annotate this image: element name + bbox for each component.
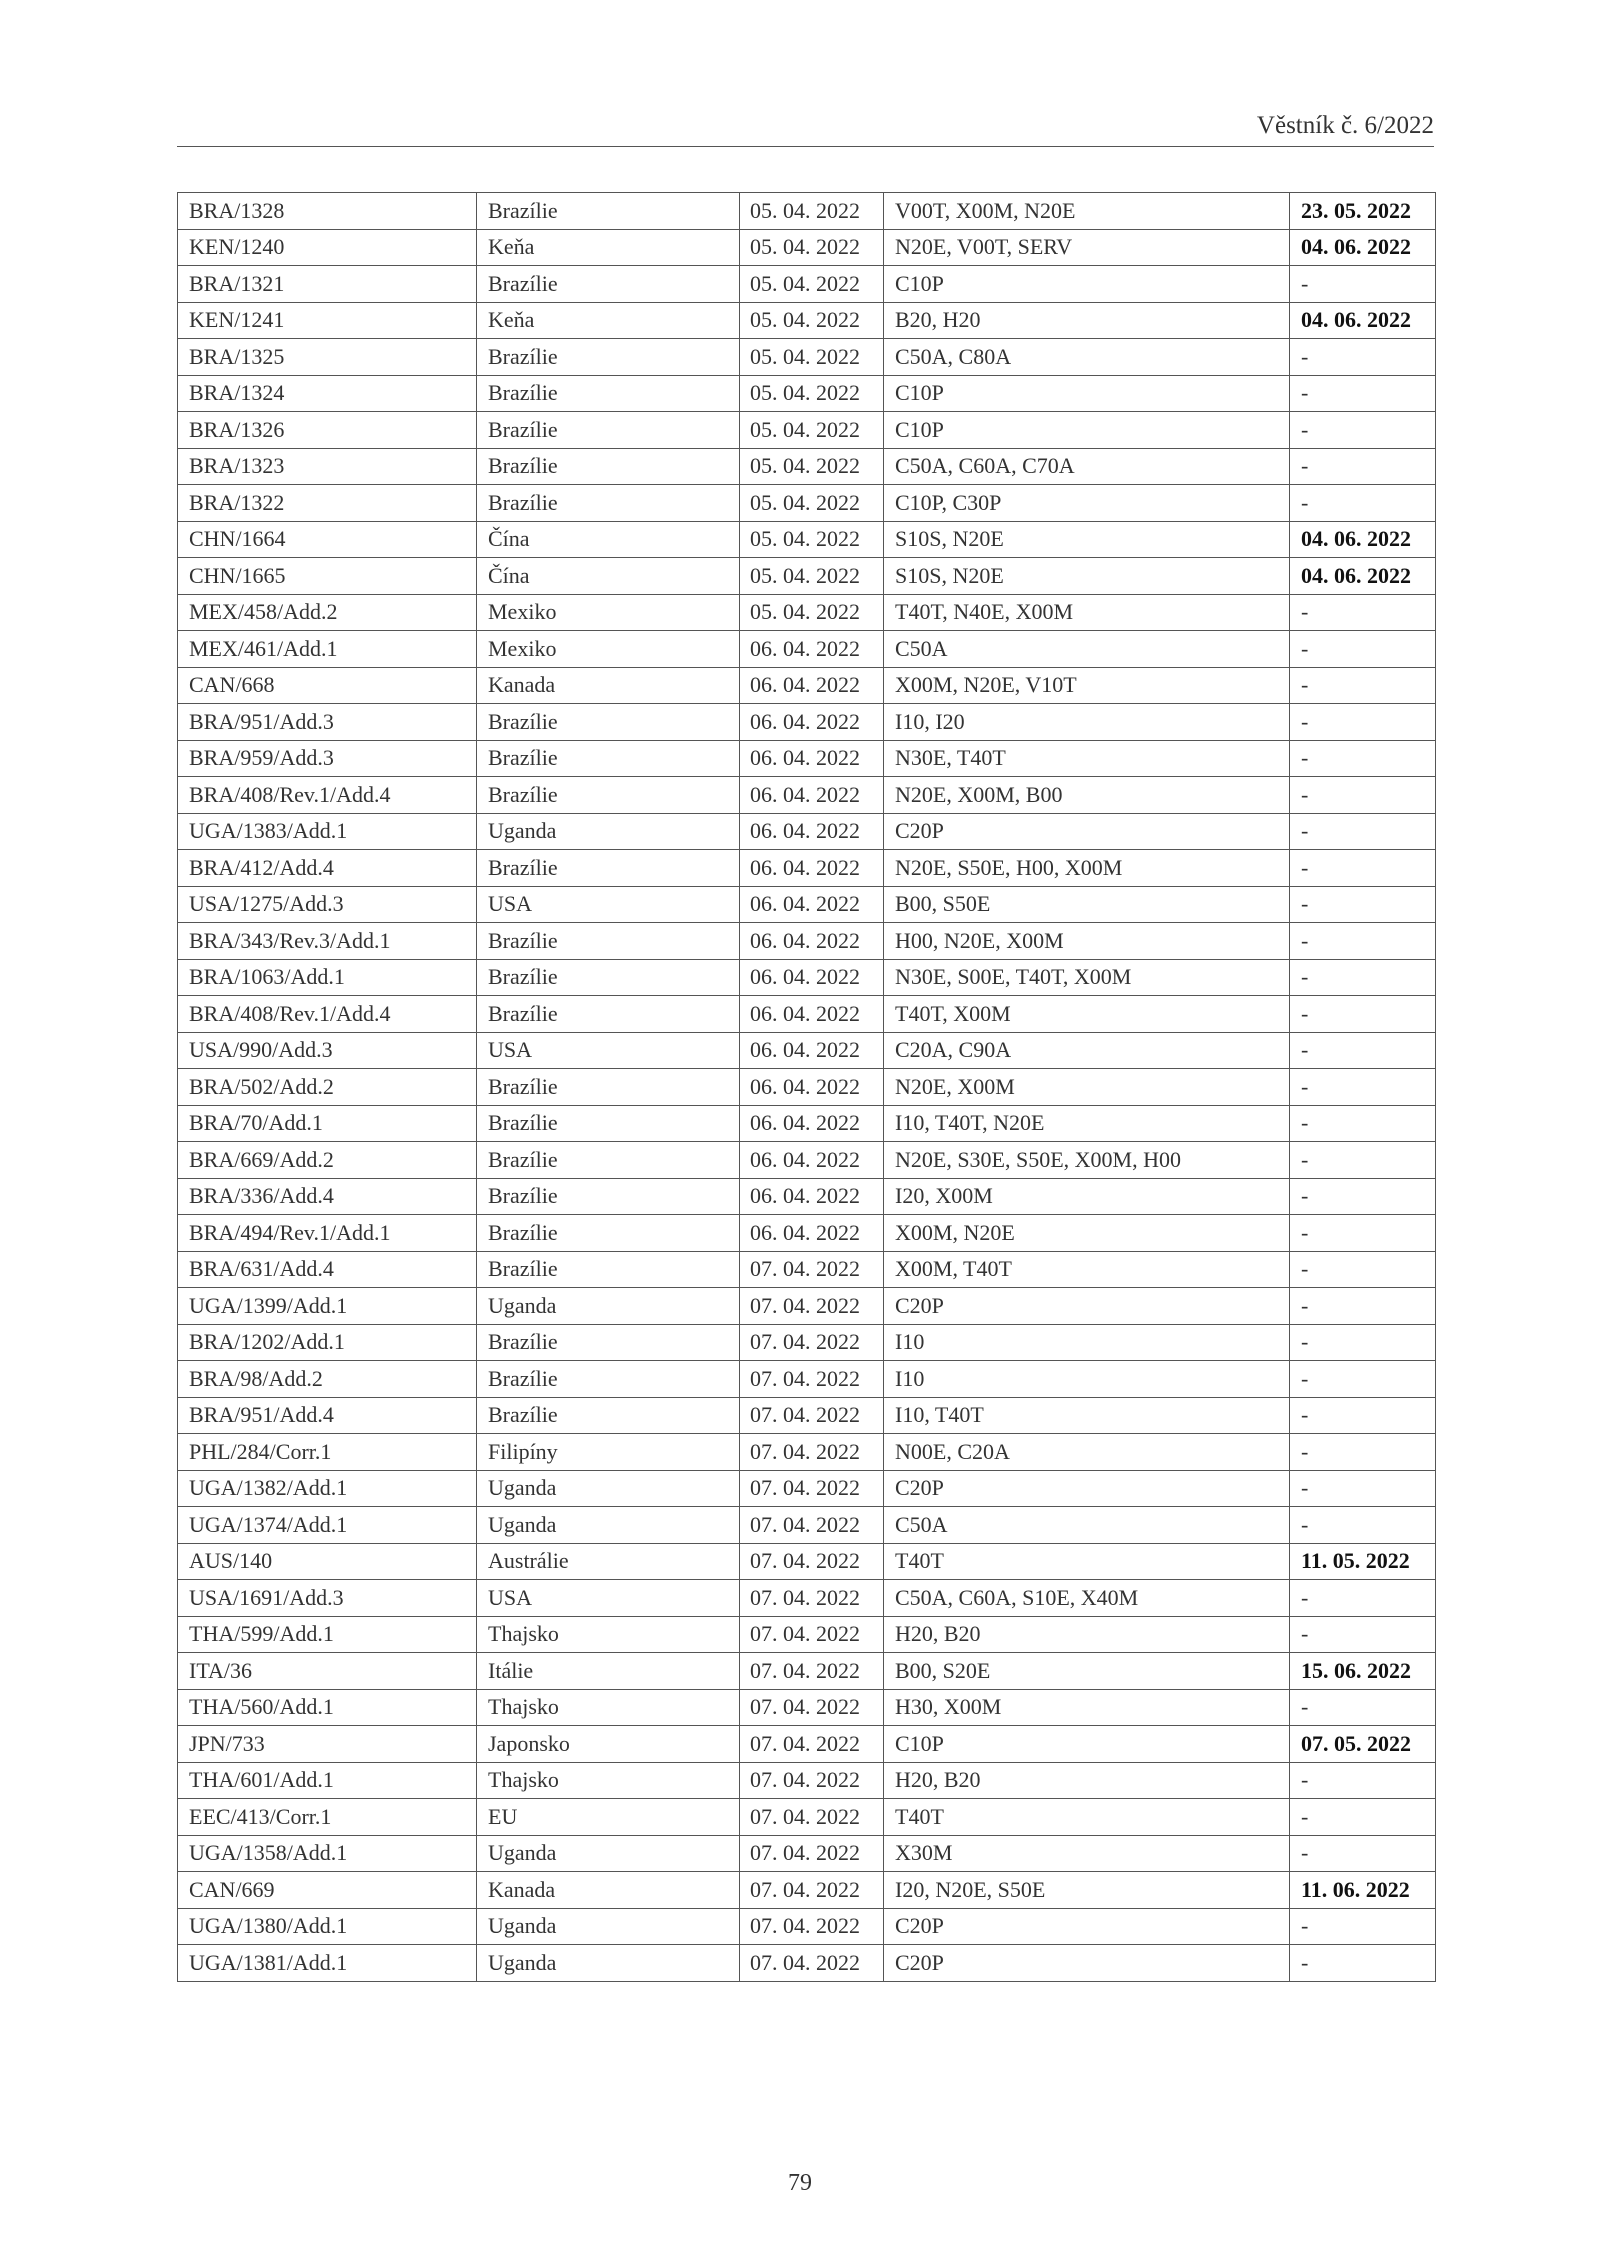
comment-deadline: - — [1290, 1580, 1436, 1617]
comment-deadline: - — [1290, 1397, 1436, 1434]
country-name: Brazílie — [477, 777, 740, 814]
table-row — [178, 1251, 1436, 1288]
country-name: Brazílie — [477, 1361, 740, 1398]
comment-deadline: 04. 06. 2022 — [1290, 229, 1436, 266]
ics-codes: C50A, C80A — [884, 339, 1290, 376]
document-symbol: BRA/959/Add.3 — [178, 740, 477, 777]
document-symbol: BRA/412/Add.4 — [178, 850, 477, 887]
ics-codes: V00T, X00M, N20E — [884, 193, 1290, 230]
comment-deadline: - — [1290, 1616, 1436, 1653]
document-symbol: KEN/1241 — [178, 302, 477, 339]
ics-codes: B00, S50E — [884, 886, 1290, 923]
document-symbol: BRA/336/Add.4 — [178, 1178, 477, 1215]
table-row — [178, 1397, 1436, 1434]
country-name: Brazílie — [477, 923, 740, 960]
comment-deadline: - — [1290, 1361, 1436, 1398]
country-name: Keňa — [477, 302, 740, 339]
ics-codes: C50A — [884, 631, 1290, 668]
country-name: Keňa — [477, 229, 740, 266]
comment-deadline: - — [1290, 1324, 1436, 1361]
country-name: Čína — [477, 521, 740, 558]
comment-deadline: - — [1290, 412, 1436, 449]
ics-codes: N20E, X00M — [884, 1069, 1290, 1106]
ics-codes: H00, N20E, X00M — [884, 923, 1290, 960]
comment-deadline: - — [1290, 485, 1436, 522]
page-number: 79 — [788, 2170, 812, 2196]
document-symbol: UGA/1383/Add.1 — [178, 813, 477, 850]
table-row — [178, 1470, 1436, 1507]
document-symbol: BRA/408/Rev.1/Add.4 — [178, 996, 477, 1033]
table-row — [178, 1799, 1436, 1836]
ics-codes: T40T — [884, 1543, 1290, 1580]
country-name: Uganda — [477, 1507, 740, 1544]
comment-deadline: - — [1290, 631, 1436, 668]
notification-date: 05. 04. 2022 — [740, 448, 884, 485]
country-name: Brazílie — [477, 850, 740, 887]
country-name: Thajsko — [477, 1689, 740, 1726]
ics-codes: T40T, X00M — [884, 996, 1290, 1033]
country-name: Brazílie — [477, 412, 740, 449]
country-name: Brazílie — [477, 740, 740, 777]
table-row — [178, 1580, 1436, 1617]
notification-date: 06. 04. 2022 — [740, 740, 884, 777]
document-symbol: BRA/70/Add.1 — [178, 1105, 477, 1142]
table-row — [178, 1945, 1436, 1982]
country-name: Austrálie — [477, 1543, 740, 1580]
comment-deadline: - — [1290, 1470, 1436, 1507]
country-name: Kanada — [477, 1872, 740, 1909]
notification-date: 06. 04. 2022 — [740, 777, 884, 814]
ics-codes: C10P — [884, 1726, 1290, 1763]
comment-deadline: - — [1290, 1507, 1436, 1544]
bulletin-title: Věstník č. 6/2022 — [1256, 112, 1434, 139]
notification-date: 07. 04. 2022 — [740, 1361, 884, 1398]
table-row — [178, 266, 1436, 303]
ics-codes: N20E, S50E, H00, X00M — [884, 850, 1290, 887]
document-symbol: BRA/494/Rev.1/Add.1 — [178, 1215, 477, 1252]
table-row — [178, 558, 1436, 595]
document-symbol: BRA/631/Add.4 — [178, 1251, 477, 1288]
ics-codes: T40T — [884, 1799, 1290, 1836]
document-symbol: BRA/951/Add.3 — [178, 704, 477, 741]
table-row — [178, 1142, 1436, 1179]
notification-date: 06. 04. 2022 — [740, 1069, 884, 1106]
ics-codes: C10P — [884, 266, 1290, 303]
comment-deadline: - — [1290, 777, 1436, 814]
country-name: Brazílie — [477, 485, 740, 522]
notification-date: 07. 04. 2022 — [740, 1799, 884, 1836]
notification-date: 06. 04. 2022 — [740, 1032, 884, 1069]
table-row — [178, 886, 1436, 923]
ics-codes: N20E, X00M, B00 — [884, 777, 1290, 814]
table-row — [178, 1288, 1436, 1325]
document-symbol: UGA/1382/Add.1 — [178, 1470, 477, 1507]
table-row — [178, 959, 1436, 996]
country-name: Brazílie — [477, 1178, 740, 1215]
notification-date: 06. 04. 2022 — [740, 850, 884, 887]
table-row — [178, 631, 1436, 668]
comment-deadline: - — [1290, 1032, 1436, 1069]
notification-date: 07. 04. 2022 — [740, 1470, 884, 1507]
ics-codes: H30, X00M — [884, 1689, 1290, 1726]
table-row — [178, 1872, 1436, 1909]
country-name: Thajsko — [477, 1762, 740, 1799]
ics-codes: C20P — [884, 1288, 1290, 1325]
country-name: Brazílie — [477, 1397, 740, 1434]
country-name: Filipíny — [477, 1434, 740, 1471]
notification-date: 07. 04. 2022 — [740, 1543, 884, 1580]
comment-deadline: 23. 05. 2022 — [1290, 193, 1436, 230]
document-symbol: CHN/1664 — [178, 521, 477, 558]
notification-date: 06. 04. 2022 — [740, 1178, 884, 1215]
notification-date: 06. 04. 2022 — [740, 1142, 884, 1179]
ics-codes: I10 — [884, 1361, 1290, 1398]
comment-deadline: - — [1290, 1434, 1436, 1471]
country-name: Brazílie — [477, 448, 740, 485]
comment-deadline: - — [1290, 339, 1436, 376]
ics-codes: X00M, T40T — [884, 1251, 1290, 1288]
document-symbol: UGA/1399/Add.1 — [178, 1288, 477, 1325]
ics-codes: C20P — [884, 813, 1290, 850]
comment-deadline: 04. 06. 2022 — [1290, 521, 1436, 558]
country-name: Brazílie — [477, 1251, 740, 1288]
country-name: Brazílie — [477, 1142, 740, 1179]
table-row — [178, 1726, 1436, 1763]
country-name: EU — [477, 1799, 740, 1836]
table-row — [178, 1069, 1436, 1106]
table-row — [178, 1507, 1436, 1544]
table-row — [178, 1653, 1436, 1690]
ics-codes: C10P — [884, 412, 1290, 449]
document-symbol: BRA/951/Add.4 — [178, 1397, 477, 1434]
comment-deadline: - — [1290, 1835, 1436, 1872]
notification-date: 07. 04. 2022 — [740, 1251, 884, 1288]
document-symbol: BRA/408/Rev.1/Add.4 — [178, 777, 477, 814]
table-row — [178, 777, 1436, 814]
table-row — [178, 1543, 1436, 1580]
document-symbol: USA/1275/Add.3 — [178, 886, 477, 923]
country-name: Kanada — [477, 667, 740, 704]
notification-date: 07. 04. 2022 — [740, 1908, 884, 1945]
ics-codes: C10P — [884, 375, 1290, 412]
comment-deadline: - — [1290, 594, 1436, 631]
country-name: Uganda — [477, 1835, 740, 1872]
document-symbol: CAN/668 — [178, 667, 477, 704]
document-symbol: BRA/669/Add.2 — [178, 1142, 477, 1179]
document-symbol: BRA/343/Rev.3/Add.1 — [178, 923, 477, 960]
notification-date: 07. 04. 2022 — [740, 1580, 884, 1617]
country-name: Itálie — [477, 1653, 740, 1690]
document-symbol: BRA/502/Add.2 — [178, 1069, 477, 1106]
document-symbol: USA/1691/Add.3 — [178, 1580, 477, 1617]
country-name: Japonsko — [477, 1726, 740, 1763]
table-row — [178, 813, 1436, 850]
notification-date: 06. 04. 2022 — [740, 959, 884, 996]
notification-date: 06. 04. 2022 — [740, 813, 884, 850]
table-row — [178, 594, 1436, 631]
country-name: Brazílie — [477, 1105, 740, 1142]
ics-codes: C50A, C60A, C70A — [884, 448, 1290, 485]
comment-deadline: 11. 05. 2022 — [1290, 1543, 1436, 1580]
ics-codes: I20, X00M — [884, 1178, 1290, 1215]
document-symbol: BRA/1323 — [178, 448, 477, 485]
table-row — [178, 740, 1436, 777]
notification-date: 06. 04. 2022 — [740, 996, 884, 1033]
country-name: Brazílie — [477, 375, 740, 412]
notification-date: 07. 04. 2022 — [740, 1616, 884, 1653]
document-symbol: KEN/1240 — [178, 229, 477, 266]
comment-deadline: - — [1290, 1288, 1436, 1325]
notification-date: 07. 04. 2022 — [740, 1653, 884, 1690]
comment-deadline: - — [1290, 923, 1436, 960]
document-symbol: AUS/140 — [178, 1543, 477, 1580]
table-row — [178, 1215, 1436, 1252]
ics-codes: X30M — [884, 1835, 1290, 1872]
document-symbol: BRA/1325 — [178, 339, 477, 376]
page-header — [177, 112, 1434, 147]
ics-codes: C20P — [884, 1945, 1290, 1982]
notification-date: 06. 04. 2022 — [740, 704, 884, 741]
comment-deadline: - — [1290, 1215, 1436, 1252]
notification-date: 06. 04. 2022 — [740, 631, 884, 668]
ics-codes: N00E, C20A — [884, 1434, 1290, 1471]
ics-codes: T40T, N40E, X00M — [884, 594, 1290, 631]
notification-date: 07. 04. 2022 — [740, 1288, 884, 1325]
ics-codes: N30E, S00E, T40T, X00M — [884, 959, 1290, 996]
ics-codes: N20E, V00T, SERV — [884, 229, 1290, 266]
comment-deadline: - — [1290, 1908, 1436, 1945]
country-name: Brazílie — [477, 959, 740, 996]
notification-date: 07. 04. 2022 — [740, 1397, 884, 1434]
notification-date: 05. 04. 2022 — [740, 485, 884, 522]
table-row — [178, 1835, 1436, 1872]
document-symbol: BRA/98/Add.2 — [178, 1361, 477, 1398]
ics-codes: C20P — [884, 1470, 1290, 1507]
notification-date: 05. 04. 2022 — [740, 594, 884, 631]
document-symbol: BRA/1202/Add.1 — [178, 1324, 477, 1361]
country-name: Brazílie — [477, 1324, 740, 1361]
notification-date: 05. 04. 2022 — [740, 558, 884, 595]
country-name: USA — [477, 1580, 740, 1617]
notifications-table — [177, 192, 1436, 1982]
document-symbol: THA/599/Add.1 — [178, 1616, 477, 1653]
ics-codes: C50A, C60A, S10E, X40M — [884, 1580, 1290, 1617]
table-row — [178, 339, 1436, 376]
document-symbol: BRA/1328 — [178, 193, 477, 230]
document-symbol: MEX/461/Add.1 — [178, 631, 477, 668]
comment-deadline: - — [1290, 1799, 1436, 1836]
ics-codes: I10, T40T — [884, 1397, 1290, 1434]
document-symbol: CHN/1665 — [178, 558, 477, 595]
notification-date: 06. 04. 2022 — [740, 1105, 884, 1142]
ics-codes: X00M, N20E, V10T — [884, 667, 1290, 704]
table-row — [178, 996, 1436, 1033]
table-row — [178, 1908, 1436, 1945]
document-symbol: PHL/284/Corr.1 — [178, 1434, 477, 1471]
country-name: Brazílie — [477, 1215, 740, 1252]
notification-date: 07. 04. 2022 — [740, 1762, 884, 1799]
ics-codes: C20A, C90A — [884, 1032, 1290, 1069]
table-row — [178, 193, 1436, 230]
notification-date: 06. 04. 2022 — [740, 667, 884, 704]
notification-date: 05. 04. 2022 — [740, 339, 884, 376]
ics-codes: I10, I20 — [884, 704, 1290, 741]
document-symbol: BRA/1063/Add.1 — [178, 959, 477, 996]
comment-deadline: - — [1290, 266, 1436, 303]
document-symbol: BRA/1322 — [178, 485, 477, 522]
comment-deadline: - — [1290, 996, 1436, 1033]
notification-date: 06. 04. 2022 — [740, 923, 884, 960]
notification-date: 07. 04. 2022 — [740, 1726, 884, 1763]
table-row — [178, 667, 1436, 704]
comment-deadline: 07. 05. 2022 — [1290, 1726, 1436, 1763]
comment-deadline: - — [1290, 704, 1436, 741]
notification-date: 06. 04. 2022 — [740, 1215, 884, 1252]
table-row — [178, 923, 1436, 960]
table-body — [178, 193, 1436, 1982]
country-name: Uganda — [477, 1945, 740, 1982]
table-row — [178, 375, 1436, 412]
table-row — [178, 1434, 1436, 1471]
notification-date: 07. 04. 2022 — [740, 1324, 884, 1361]
country-name: USA — [477, 886, 740, 923]
notification-date: 07. 04. 2022 — [740, 1507, 884, 1544]
ics-codes: C50A — [884, 1507, 1290, 1544]
comment-deadline: - — [1290, 1178, 1436, 1215]
table-row — [178, 521, 1436, 558]
document-symbol: THA/560/Add.1 — [178, 1689, 477, 1726]
document-symbol: UGA/1374/Add.1 — [178, 1507, 477, 1544]
document-symbol: BRA/1324 — [178, 375, 477, 412]
comment-deadline: - — [1290, 1105, 1436, 1142]
country-name: Čína — [477, 558, 740, 595]
ics-codes: H20, B20 — [884, 1616, 1290, 1653]
comment-deadline: 15. 06. 2022 — [1290, 1653, 1436, 1690]
table-row — [178, 1105, 1436, 1142]
country-name: Brazílie — [477, 193, 740, 230]
comment-deadline: - — [1290, 1142, 1436, 1179]
table-row — [178, 1178, 1436, 1215]
table-row — [178, 229, 1436, 266]
ics-codes: S10S, N20E — [884, 521, 1290, 558]
comment-deadline: - — [1290, 1762, 1436, 1799]
ics-codes: H20, B20 — [884, 1762, 1290, 1799]
comment-deadline: - — [1290, 375, 1436, 412]
ics-codes: C10P, C30P — [884, 485, 1290, 522]
country-name: Uganda — [477, 1288, 740, 1325]
table-row — [178, 1616, 1436, 1653]
comment-deadline: - — [1290, 1689, 1436, 1726]
ics-codes: I10, T40T, N20E — [884, 1105, 1290, 1142]
country-name: Brazílie — [477, 1069, 740, 1106]
notification-date: 05. 04. 2022 — [740, 302, 884, 339]
comment-deadline: 04. 06. 2022 — [1290, 302, 1436, 339]
table-row — [178, 485, 1436, 522]
table-row — [178, 704, 1436, 741]
ics-codes: B00, S20E — [884, 1653, 1290, 1690]
table-row — [178, 1689, 1436, 1726]
document-symbol: EEC/413/Corr.1 — [178, 1799, 477, 1836]
notification-date: 07. 04. 2022 — [740, 1835, 884, 1872]
table-row — [178, 1324, 1436, 1361]
document-symbol: BRA/1326 — [178, 412, 477, 449]
notification-date: 05. 04. 2022 — [740, 193, 884, 230]
table-row — [178, 302, 1436, 339]
country-name: Thajsko — [477, 1616, 740, 1653]
document-symbol: BRA/1321 — [178, 266, 477, 303]
comment-deadline: - — [1290, 850, 1436, 887]
notification-date: 06. 04. 2022 — [740, 886, 884, 923]
comment-deadline: 11. 06. 2022 — [1290, 1872, 1436, 1909]
country-name: Uganda — [477, 1470, 740, 1507]
ics-codes: S10S, N20E — [884, 558, 1290, 595]
document-symbol: THA/601/Add.1 — [178, 1762, 477, 1799]
country-name: Mexiko — [477, 594, 740, 631]
notification-date: 05. 04. 2022 — [740, 412, 884, 449]
document-symbol: UGA/1358/Add.1 — [178, 1835, 477, 1872]
document-symbol: USA/990/Add.3 — [178, 1032, 477, 1069]
comment-deadline: - — [1290, 886, 1436, 923]
document-symbol: ITA/36 — [178, 1653, 477, 1690]
ics-codes: B20, H20 — [884, 302, 1290, 339]
comment-deadline: - — [1290, 1945, 1436, 1982]
comment-deadline: 04. 06. 2022 — [1290, 558, 1436, 595]
country-name: Brazílie — [477, 339, 740, 376]
notification-date: 05. 04. 2022 — [740, 229, 884, 266]
comment-deadline: - — [1290, 813, 1436, 850]
comment-deadline: - — [1290, 1069, 1436, 1106]
ics-codes: X00M, N20E — [884, 1215, 1290, 1252]
country-name: Mexiko — [477, 631, 740, 668]
country-name: Brazílie — [477, 996, 740, 1033]
notification-date: 07. 04. 2022 — [740, 1872, 884, 1909]
table-row — [178, 1762, 1436, 1799]
table-row — [178, 850, 1436, 887]
notification-date: 07. 04. 2022 — [740, 1945, 884, 1982]
ics-codes: N20E, S30E, S50E, X00M, H00 — [884, 1142, 1290, 1179]
document-symbol: UGA/1380/Add.1 — [178, 1908, 477, 1945]
table-row — [178, 1361, 1436, 1398]
document-symbol: JPN/733 — [178, 1726, 477, 1763]
table-row — [178, 448, 1436, 485]
notification-date: 07. 04. 2022 — [740, 1689, 884, 1726]
comment-deadline: - — [1290, 1251, 1436, 1288]
document-symbol: CAN/669 — [178, 1872, 477, 1909]
country-name: Brazílie — [477, 266, 740, 303]
ics-codes: I10 — [884, 1324, 1290, 1361]
country-name: USA — [477, 1032, 740, 1069]
table-row — [178, 1032, 1436, 1069]
notification-date: 05. 04. 2022 — [740, 266, 884, 303]
notification-date: 05. 04. 2022 — [740, 521, 884, 558]
ics-codes: N30E, T40T — [884, 740, 1290, 777]
document-symbol: UGA/1381/Add.1 — [178, 1945, 477, 1982]
document-symbol: MEX/458/Add.2 — [178, 594, 477, 631]
comment-deadline: - — [1290, 740, 1436, 777]
notification-date: 05. 04. 2022 — [740, 375, 884, 412]
table-row — [178, 412, 1436, 449]
country-name: Uganda — [477, 1908, 740, 1945]
country-name: Uganda — [477, 813, 740, 850]
comment-deadline: - — [1290, 959, 1436, 996]
ics-codes: C20P — [884, 1908, 1290, 1945]
country-name: Brazílie — [477, 704, 740, 741]
notification-date: 07. 04. 2022 — [740, 1434, 884, 1471]
comment-deadline: - — [1290, 448, 1436, 485]
ics-codes: I20, N20E, S50E — [884, 1872, 1290, 1909]
comment-deadline: - — [1290, 667, 1436, 704]
